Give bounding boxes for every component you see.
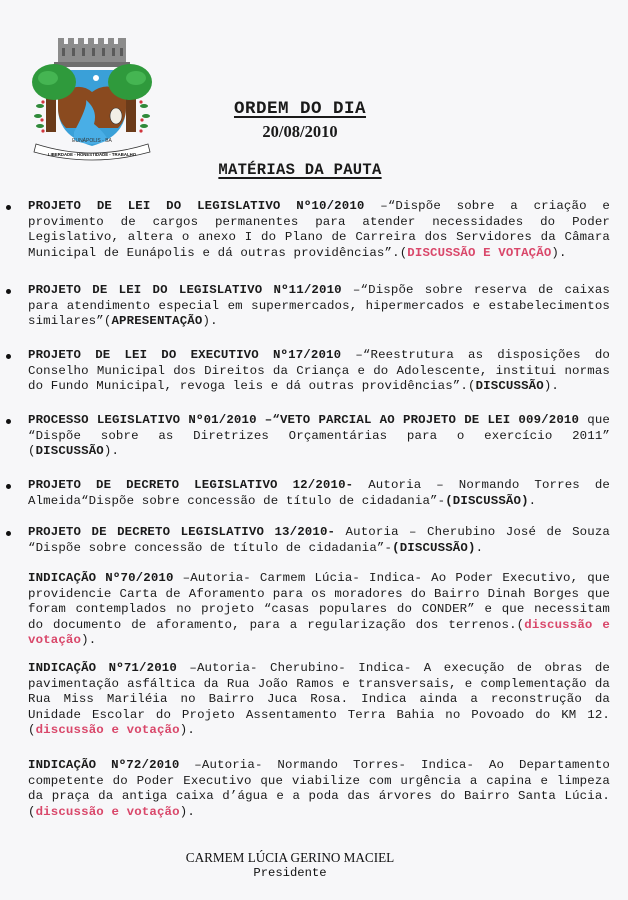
item-status: DISCUSSÃO E VOTAÇÃO (407, 245, 552, 260)
item-body: –“Dispõe sobre a criação e provimento de cargos permanentes para atender necessidades do Poder Legislativo, altera o anexo I do Plano de Carreira dos Servidores da Câmara Municipal de Eunápolis e dá outras providências”.( (28, 199, 610, 260)
item-heading: PROCESSO LEGISLATIVO Nº01/2010 –“VETO PARCIAL AO PROJETO DE LEI 009/2010 (28, 413, 580, 427)
item-tail: ). (202, 314, 218, 329)
item-status: discussão e votação (35, 804, 180, 819)
item-heading: PROJETO DE LEI DO EXECUTIVO Nº17/2010 (28, 348, 342, 362)
section-subtitle: MATÉRIAS DA PAUTA (218, 161, 382, 179)
item-body: –“Dispõe sobre reserva de caixas para atendimento especial em supermercados, hipermercados e estabelecimentos similares”( (28, 283, 611, 329)
item-status: discussão e votação (28, 617, 610, 648)
item-status: APRESENTAÇÃO (111, 314, 203, 329)
crest-motto: LIBERDADE - HONESTIDADE - TRABALHO (47, 152, 137, 157)
item-heading: PROJETO DE DECRETO LEGISLATIVO 12/2010- (28, 478, 354, 492)
item-body: –Autoria- Carmem Lúcia- Indica- Ao Poder Executivo, que providencie Carta de Aforamento para os moradores do Bairro Dinah Borges que foram contemplados no projeto “casas populares do CONDER” e que necessitam do documento de aforamento, para a regularização dos terrenos.( (28, 571, 610, 632)
item-heading: PROJETO DE LEI DO LEGISLATIVO Nº11/2010 (28, 283, 342, 297)
signature-block (170, 850, 410, 881)
header (190, 98, 410, 180)
item-heading: PROJETO DE LEI DO LEGISLATIVO Nº10/2010 (28, 199, 365, 213)
agenda-item (28, 348, 610, 395)
signatory-role: Presidente (253, 866, 327, 880)
item-tail: ). (551, 245, 567, 260)
item-status: (DISCUSSÃO) (445, 493, 529, 508)
item-body: –Autoria- Normando Torres- Indica- Ao Departamento competente do Poder Executivo que viabilize com urgência a capina e limpeza da praça da antiga caixa d’água e a poda das árvores do Bairro Santa Lúcia.( (28, 758, 610, 819)
item-tail: . (528, 493, 537, 508)
agenda-item (28, 661, 610, 739)
agenda-item (28, 199, 610, 261)
item-body: –“Reestrutura as disposições do Conselho Municipal dos Direitos da Criança e do Adolescente, institui normas do Fundo Municipal, revoga leis e dá outras providências”.( (28, 348, 610, 394)
agenda-item (28, 758, 610, 820)
municipal-coat-of-arms-icon (28, 36, 156, 162)
item-tail: . (475, 540, 484, 555)
agenda-item (28, 478, 610, 509)
item-body: Autoria – Cherubino José de Souza “Dispõe sobre concessão de título de cidadania”- (28, 525, 610, 555)
item-body: Autoria – Normando Torres de Almeida“Dispõe sobre concessão de título de cidadania”- (28, 478, 610, 508)
item-tail: ). (543, 379, 560, 394)
item-tail: ). (179, 804, 195, 819)
item-body: que “Dispõe sobre as Diretrizes Orçamentárias para o exercício 2011” ( (28, 413, 611, 459)
item-status: (DISCUSSÃO) (392, 540, 476, 555)
item-heading: INDICAÇÃO Nº72/2010 (28, 758, 180, 772)
item-tail: ). (179, 723, 195, 738)
item-body: –Autoria- Cherubino- Indica- A execução de obras de pavimentação asfáltica da Rua João Ramos e transversais, e complementação da Rua Miss Mariléia no Bairro Juca Rosa. Indica ainda a reconstrução da Unidade Escolar do Projeto Assentamento Terra Bahia no Povoado do KM 12.( (28, 661, 610, 738)
agenda-item (28, 413, 610, 460)
signatory-name: CARMEM LÚCIA GERINO MACIEL (185, 850, 395, 865)
item-heading: INDICAÇÃO Nº70/2010 (28, 571, 174, 585)
session-date: 20/08/2010 (262, 122, 338, 141)
item-tail: ). (81, 633, 97, 648)
crest-city-label: EUNÁPOLIS - BA (72, 138, 112, 144)
page-title: ORDEM DO DIA (233, 99, 367, 119)
agenda-item (28, 571, 610, 649)
item-status: discussão e votação (35, 723, 180, 738)
agenda-item (28, 525, 610, 556)
agenda-item (28, 283, 610, 330)
item-heading: PROJETO DE DECRETO LEGISLATIVO 13/2010- (28, 525, 336, 539)
item-tail: ). (103, 444, 120, 459)
item-status: DISCUSSÃO (35, 444, 104, 459)
item-status: DISCUSSÃO (475, 379, 544, 394)
item-heading: INDICAÇÃO Nº71/2010 (28, 661, 177, 675)
